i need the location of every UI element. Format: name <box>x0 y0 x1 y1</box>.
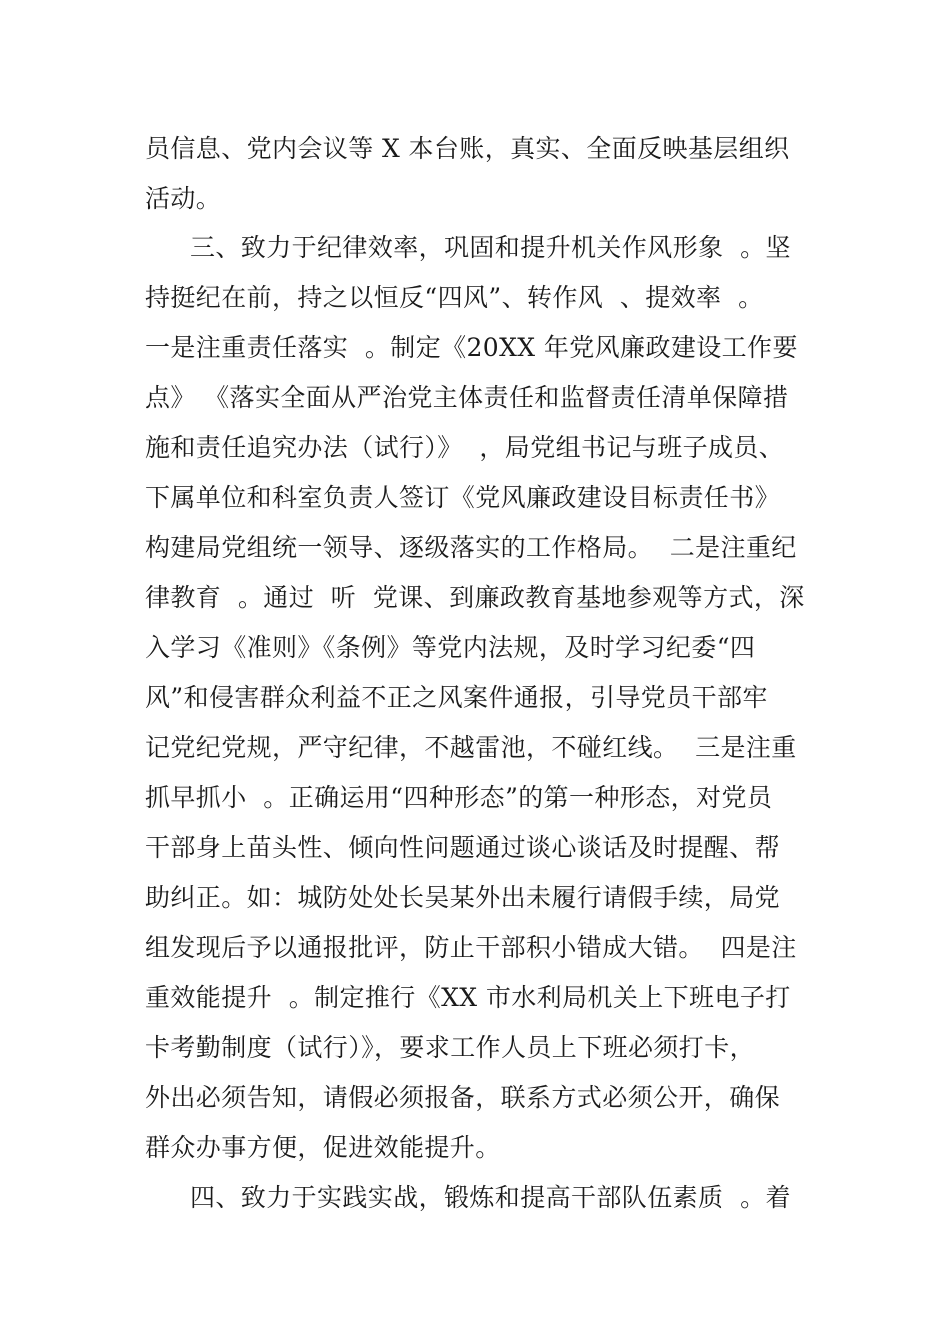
text-line: 卡考勤制度（试行）》，要求工作人员上下班必须打卡， <box>145 1033 756 1062</box>
text-line: 一是注重责任落实 。制定《20XX 年党风廉政建设工作要 <box>145 333 798 362</box>
text-line: 记党纪党规，严守纪律，不越雷池，不碰红线。 三是注重 <box>145 733 797 762</box>
text-line: 活动。 <box>145 184 222 213</box>
text-line: 下属单位和科室负责人签订《党风廉政建设目标责任书》 <box>145 483 781 512</box>
text-line: 施和责任追究办法（试行）》 ，局党组书记与班子成员、 <box>145 433 785 462</box>
text-line: 助纠正。如：城防处处长吴某外出未履行请假手续，局党 <box>145 883 781 912</box>
text-line: 风”和侵害群众利益不正之风案件通报，引导党员干部牢 <box>145 683 768 712</box>
text-line: 律教育 。通过 听 党课、到廉政教育基地参观等方式，深 <box>145 583 805 612</box>
text-line: 重效能提升 。制定推行《XX 市水利局机关上下班电子打 <box>145 983 791 1012</box>
text-line: 抓早抓小 。正确运用“四种形态”的第一种形态，对党员 <box>145 783 773 812</box>
text-line: 组发现后予以通报批评，防止干部积小错成大错。 四是注 <box>145 933 797 962</box>
text-line: 点》 《落实全面从严治党主体责任和监督责任清单保障措 <box>145 383 789 412</box>
text-line: 持挺纪在前，持之以恒反“四风”、转作风 、提效率 。 <box>145 283 764 312</box>
text-line: 入学习《准则》《条例》等党内法规，及时学习纪委“四 <box>145 633 756 662</box>
text-line: 构建局党组统一领导、逐级落实的工作格局。 二是注重纪 <box>145 533 797 562</box>
paragraph-heading-line: 四、致力于实践实战，锻炼和提高干部队伍素质 。着 <box>190 1183 791 1212</box>
text-line: 外出必须告知，请假必须报备，联系方式必须公开，确保 <box>145 1083 781 1112</box>
text-line: 员信息、党内会议等 X 本台账，真实、全面反映基层组织 <box>145 134 790 163</box>
paragraph-heading-line: 三、致力于纪律效率，巩固和提升机关作风形象 。坚 <box>190 233 791 262</box>
text-line: 群众办事方便，促进效能提升。 <box>145 1133 501 1162</box>
text-line: 干部身上苗头性、倾向性问题通过谈心谈话及时提醒、帮 <box>145 833 781 862</box>
